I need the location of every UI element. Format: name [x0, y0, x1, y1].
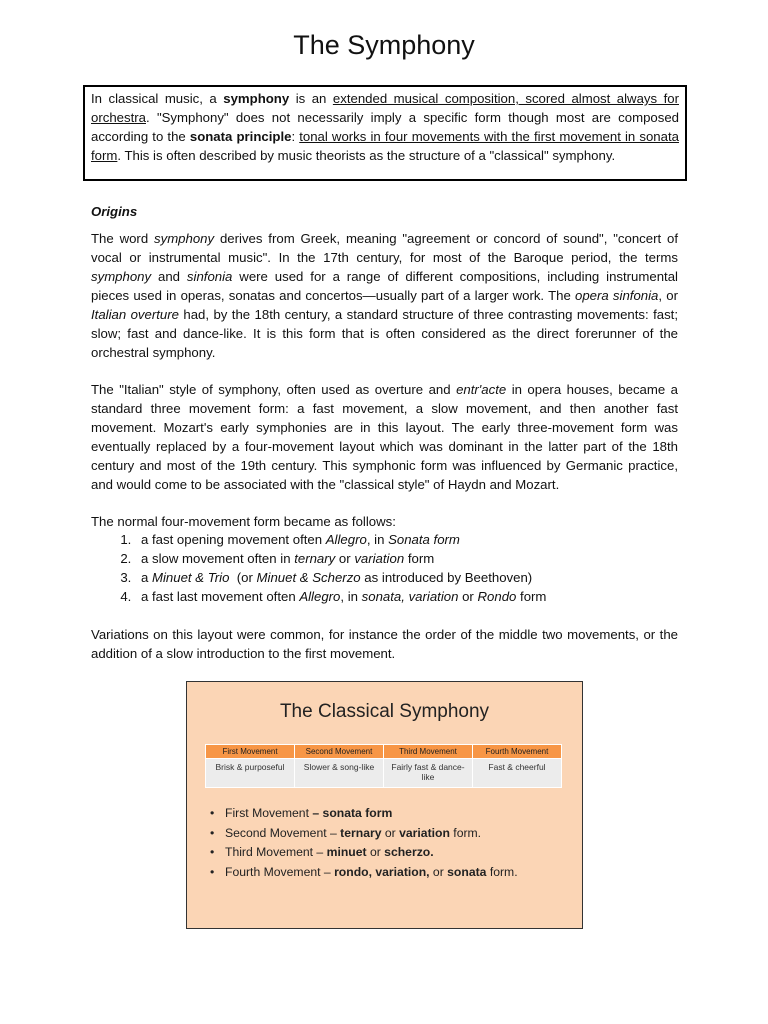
- italic-term: Minuet & Trio: [152, 570, 230, 585]
- text-run: and: [151, 269, 187, 284]
- list-item: [135, 568, 678, 587]
- bullet-icon: •: [210, 845, 215, 859]
- bullet-icon: •: [210, 864, 215, 879]
- intro-bold-term: symphony: [223, 91, 290, 106]
- italic-term: Italian overture: [91, 307, 179, 322]
- intro-bold-term: sonata principle: [189, 129, 292, 144]
- italic-term: Minuet & Scherzo: [256, 570, 361, 585]
- table-header: Third Movement: [384, 745, 473, 759]
- text-run: as introduced by Beethoven): [360, 570, 533, 585]
- bold-term: minuet: [326, 845, 367, 859]
- origins-paragraph-3: The normal four-movement form became as follows:: [91, 514, 396, 529]
- italic-term: symphony: [154, 231, 215, 246]
- text-run: Fourth Movement –: [225, 864, 335, 879]
- table-cell: Fairly fast & dance-like: [384, 759, 473, 788]
- movement-table: [205, 744, 562, 788]
- text-run: or: [335, 551, 355, 566]
- text-run: derives from Greek, meaning "agreement or concord of sound", "concert of vocal or instrumental music". In the 17th century, for most of the Baroque period, the terms: [91, 231, 678, 265]
- text-run: a slow movement often in: [141, 551, 295, 566]
- movement-list-container: [91, 530, 678, 606]
- classical-symphony-slide: [186, 681, 583, 929]
- text-run: The word: [91, 231, 154, 246]
- intro-underlined-definition: extended musical composition, scored almost always for orchestra: [91, 91, 679, 125]
- italic-term: Rondo: [477, 589, 517, 604]
- intro-paragraph: [91, 89, 679, 165]
- text-run: form: [516, 589, 547, 604]
- italic-term: sonata, variation: [361, 589, 459, 604]
- list-item: [135, 587, 678, 606]
- bold-term: rondo, variation,: [334, 864, 430, 879]
- text-run: form.: [449, 825, 482, 840]
- bold-term: variation: [399, 825, 450, 840]
- text-run: form: [404, 551, 435, 566]
- text-run: or: [458, 589, 478, 604]
- origins-paragraph-2: [91, 380, 678, 494]
- text-run: a fast opening movement often: [141, 532, 326, 547]
- table-header: Second Movement: [295, 745, 384, 759]
- text-run: in opera houses, became a standard three movement form: a fast movement, a slow movement, and then another fast movement. Mozart's early symphonies are in this layout. The early three-movement form was eventually replaced by a four-movement layout which was dominant in the latter part of the 18th century and most of the 19th century. This symphonic form was influenced by Germanic practice, and would come to be associated with the "classical style" of Haydn and Mozart.: [91, 382, 678, 492]
- slide-title: The Classical Symphony: [279, 701, 490, 722]
- page-title: The Symphony: [293, 30, 475, 60]
- italic-term: Allegro: [325, 532, 367, 547]
- bullet-icon: •: [210, 806, 215, 820]
- text-run: Third Movement –: [225, 845, 327, 859]
- intro-text: . This is often described by music theorists as the structure of a "classical" symphony.: [117, 148, 616, 163]
- text-run: , in: [366, 532, 389, 547]
- italic-term: opera sinfonia: [575, 288, 659, 303]
- list-item: [135, 530, 678, 549]
- text-run: Second Movement –: [225, 825, 341, 840]
- slide-bullet-list: [207, 804, 567, 882]
- table-header: Fourth Movement: [473, 745, 562, 759]
- table-cell: Brisk & purposeful: [206, 759, 295, 788]
- text-run: or: [366, 845, 385, 859]
- italic-term: ternary: [294, 551, 336, 566]
- text-run: a: [141, 570, 152, 585]
- italic-term: Allegro: [299, 589, 341, 604]
- intro-text: is an: [289, 91, 333, 106]
- text-run: form.: [486, 864, 518, 879]
- table-cell: Fast & cheerful: [473, 759, 562, 788]
- origins-paragraph-1: [91, 229, 678, 362]
- italic-term: variation: [354, 551, 405, 566]
- text-run: First Movement: [225, 806, 313, 820]
- table-header: First Movement: [206, 745, 295, 759]
- list-item: [207, 843, 567, 863]
- text-run: The "Italian" style of symphony, often used as overture and: [91, 382, 457, 397]
- table-row: [206, 759, 562, 788]
- text-run: or: [429, 864, 448, 879]
- bullet-icon: •: [210, 825, 215, 840]
- list-item: [135, 549, 678, 568]
- text-run: had, by the 18th century, a standard structure of three contrasting movements: fast; slow; fast and dance-like. It is this form that is often considered as the direct forerunner of the orchestral symphony.: [91, 307, 679, 360]
- bold-term: scherzo.: [384, 845, 434, 859]
- text-run: , or: [658, 288, 678, 303]
- italic-term: entr'acte: [456, 382, 507, 397]
- intro-text: In classical music, a: [91, 91, 224, 106]
- italic-term: symphony: [91, 269, 152, 284]
- list-item: [207, 863, 567, 883]
- origins-heading: Origins: [91, 204, 138, 219]
- movement-list: [91, 530, 678, 606]
- list-item: [207, 824, 567, 844]
- text-run: , in: [340, 589, 362, 604]
- italic-term: sinfonia: [186, 269, 233, 284]
- italic-term: Sonata form: [388, 532, 460, 547]
- intro-text: :: [291, 129, 300, 144]
- origins-paragraph-4: Variations on this layout were common, for instance the order of the middle two movements, or the addition of a slow introduction to the first movement.: [91, 627, 678, 661]
- table-cell: Slower & song-like: [295, 759, 384, 788]
- bold-term: sonata: [447, 864, 487, 879]
- intro-underlined-definition: tonal works in four movements with the first movement in sonata form: [91, 129, 679, 163]
- intro-box: [83, 85, 687, 181]
- text-run: were used for a range of different compositions, including instrumental pieces used in operas, sonatas and concertos—usually part of a larger work. The: [91, 269, 678, 303]
- intro-text: . "Symphony" does not necessarily imply a specific form though most are composed according to the: [91, 110, 679, 144]
- list-item: [207, 804, 567, 824]
- text-run: a fast last movement often: [141, 589, 300, 604]
- text-run: (or: [229, 570, 257, 585]
- text-run: or: [381, 825, 400, 840]
- bold-term: – sonata form: [312, 806, 393, 820]
- bold-term: ternary: [340, 825, 382, 840]
- table-header-row: [206, 745, 562, 759]
